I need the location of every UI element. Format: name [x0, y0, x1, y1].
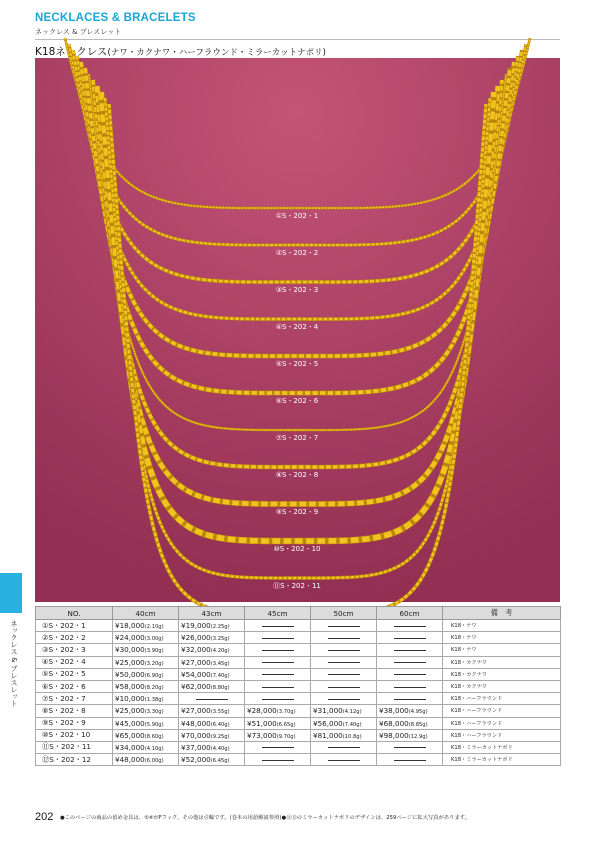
not-available-dash: [394, 760, 426, 761]
weight-value: (3.20g): [144, 660, 164, 667]
cell-price-45cm: [245, 741, 311, 753]
cell-price-40cm: [113, 620, 179, 632]
cell-remark: K18・カクナワ: [443, 668, 561, 680]
cell-price-40cm: [113, 644, 179, 656]
cell-price-50cm: [311, 620, 377, 632]
cell-remark: K18・ナワ: [443, 632, 561, 644]
weight-value: (3.90g): [144, 648, 164, 655]
table-row: [36, 693, 561, 705]
cell-remark: K18・ハーフラウンド: [443, 717, 561, 729]
cell-item-no: ⑪S・202・11: [36, 741, 113, 753]
weight-value: (6.45g): [210, 758, 230, 765]
cell-remark: K18・ナワ: [443, 644, 561, 656]
cell-item-no: ④S・202・4: [36, 656, 113, 668]
cell-price-40cm: [113, 741, 179, 753]
cell-price-50cm: [311, 705, 377, 717]
cell-item-no: ①S・202・1: [36, 620, 113, 632]
cell-price-45cm: [245, 668, 311, 680]
price-value: ¥68,000: [379, 718, 409, 728]
price-value: ¥48,000: [115, 755, 145, 765]
price-value: ¥10,000: [115, 694, 145, 704]
not-available-dash: [196, 699, 228, 700]
cell-price-50cm: [311, 632, 377, 644]
weight-value: (3.00g): [144, 636, 164, 643]
cell-item-no: ⑥S・202・6: [36, 680, 113, 692]
cell-price-50cm: [311, 741, 377, 753]
cell-price-43cm: [179, 717, 245, 729]
weight-value: (2.25g): [210, 624, 230, 631]
side-index-label: ネックレス & ブレスレット: [10, 620, 18, 707]
price-value: ¥26,000: [181, 633, 211, 643]
cell-price-60cm: [377, 729, 443, 741]
price-value: ¥52,000: [181, 755, 211, 765]
table-row: [36, 705, 561, 717]
cell-remark: K18・カクナワ: [443, 656, 561, 668]
col-header-43cm: 43cm: [179, 607, 245, 620]
price-value: ¥27,000: [181, 657, 211, 667]
not-available-dash: [328, 638, 360, 639]
weight-value: (6.90g): [144, 672, 164, 679]
cell-price-43cm: [179, 632, 245, 644]
not-available-dash: [394, 638, 426, 639]
cell-price-45cm: [245, 705, 311, 717]
cell-price-43cm: [179, 656, 245, 668]
price-value: ¥37,000: [181, 742, 211, 752]
cell-price-60cm: [377, 668, 443, 680]
price-value: ¥50,000: [115, 669, 145, 679]
price-value: ¥19,000: [181, 621, 211, 631]
table-row: [36, 668, 561, 680]
price-value: ¥58,000: [115, 682, 145, 692]
weight-value: (8.20g): [144, 685, 164, 692]
chain-label: ③S・202・3: [275, 286, 319, 294]
weight-value: (12.9g): [408, 733, 428, 740]
weight-value: (4.40g): [210, 745, 230, 752]
cell-price-60cm: [377, 741, 443, 753]
price-value: ¥56,000: [313, 718, 343, 728]
weight-value: (5.90g): [144, 721, 164, 728]
chain-label: ②S・202・2: [275, 249, 319, 257]
cell-price-50cm: [311, 644, 377, 656]
not-available-dash: [394, 626, 426, 627]
cell-price-45cm: [245, 717, 311, 729]
price-value: ¥34,000: [115, 742, 145, 752]
table-row: [36, 741, 561, 753]
cell-price-45cm: [245, 656, 311, 668]
not-available-dash: [394, 699, 426, 700]
weight-value: (4.10g): [144, 745, 164, 752]
chain-label: ⑫S・202・12: [273, 619, 321, 627]
table-row: [36, 620, 561, 632]
price-value: ¥54,000: [181, 669, 211, 679]
table-row: [36, 680, 561, 692]
table-row: [36, 717, 561, 729]
cell-price-60cm: [377, 620, 443, 632]
not-available-dash: [394, 662, 426, 663]
cell-price-50cm: [311, 693, 377, 705]
cell-item-no: ②S・202・2: [36, 632, 113, 644]
weight-value: (3.30g): [144, 709, 164, 716]
cell-price-60cm: [377, 754, 443, 766]
page-title-sub: (ナワ・カクナワ・ハーフラウンド・ミラーカットナポリ): [107, 48, 326, 58]
price-value: ¥30,000: [115, 645, 145, 655]
chain-label: ⑤S・202・5: [275, 360, 319, 368]
cell-item-no: ⑫S・202・12: [36, 754, 113, 766]
cell-item-no: ⑨S・202・9: [36, 717, 113, 729]
not-available-dash: [328, 626, 360, 627]
price-value: ¥65,000: [115, 730, 145, 740]
not-available-dash: [262, 687, 294, 688]
weight-value: (6.40g): [210, 721, 230, 728]
price-value: ¥73,000: [247, 730, 277, 740]
not-available-dash: [328, 687, 360, 688]
weight-value: (4.12g): [342, 709, 362, 716]
cell-price-43cm: [179, 741, 245, 753]
not-available-dash: [328, 760, 360, 761]
chain-label: ⑦S・202・7: [275, 434, 319, 442]
weight-value: (7.40g): [342, 721, 362, 728]
weight-value: (4.95g): [408, 709, 428, 716]
cell-remark: K18・ミラーカットナポリ: [443, 754, 561, 766]
cell-price-45cm: [245, 680, 311, 692]
cell-remark: K18・ハーフラウンド: [443, 729, 561, 741]
price-value: ¥18,000: [115, 621, 145, 631]
weight-value: (3.55g): [210, 709, 230, 716]
col-header-50cm: 50cm: [311, 607, 377, 620]
cell-price-50cm: [311, 717, 377, 729]
weight-value: (4.20g): [210, 648, 230, 655]
table-row: [36, 632, 561, 644]
page-title-main: K18ネックレス: [35, 46, 108, 58]
not-available-dash: [262, 760, 294, 761]
side-index-tab[interactable]: [0, 573, 22, 613]
price-value: ¥24,000: [115, 633, 145, 643]
cell-price-45cm: [245, 693, 311, 705]
cell-price-40cm: [113, 729, 179, 741]
cell-price-45cm: [245, 620, 311, 632]
cell-item-no: ⑦S・202・7: [36, 693, 113, 705]
footer-note: ●このページの商品の留め金具は、⑤⑥がFフック、その他は引輪です。(巻末の用語解説参照)●⑪⑫のミラーカットナポリのデザインは、259ページに拡大写真があります。: [60, 815, 470, 821]
chain-label: ⑧S・202・8: [275, 471, 319, 479]
cell-price-45cm: [245, 644, 311, 656]
price-value: ¥70,000: [181, 730, 211, 740]
not-available-dash: [262, 650, 294, 651]
cell-price-60cm: [377, 693, 443, 705]
cell-item-no: ⑩S・202・10: [36, 729, 113, 741]
cell-remark: K18・ハーフラウンド: [443, 693, 561, 705]
price-value: ¥98,000: [379, 730, 409, 740]
cell-price-43cm: [179, 668, 245, 680]
cell-item-no: ③S・202・3: [36, 644, 113, 656]
cell-price-40cm: [113, 717, 179, 729]
cell-remark: K18・ナワ: [443, 620, 561, 632]
weight-value: (6.00g): [144, 758, 164, 765]
chain-label: ⑥S・202・6: [275, 397, 319, 405]
weight-value: (3.25g): [210, 636, 230, 643]
not-available-dash: [328, 747, 360, 748]
not-available-dash: [394, 747, 426, 748]
section-title-en: NECKLACES & BRACELETS: [35, 12, 196, 24]
cell-price-43cm: [179, 620, 245, 632]
price-value: ¥25,000: [115, 706, 145, 716]
cell-price-50cm: [311, 668, 377, 680]
weight-value: (3.70g): [276, 709, 296, 716]
weight-value: (8.60g): [144, 733, 164, 740]
weight-value: (8.85g): [408, 721, 428, 728]
cell-price-40cm: [113, 680, 179, 692]
header-divider: [35, 39, 560, 40]
not-available-dash: [262, 699, 294, 700]
not-available-dash: [328, 699, 360, 700]
not-available-dash: [262, 662, 294, 663]
col-header-remarks: 備 考: [443, 607, 561, 620]
table-row: [36, 656, 561, 668]
cell-price-43cm: [179, 680, 245, 692]
table-header-row: [36, 607, 561, 620]
cell-price-60cm: [377, 632, 443, 644]
cell-price-45cm: [245, 729, 311, 741]
weight-value: (10.8g): [342, 733, 362, 740]
not-available-dash: [328, 674, 360, 675]
not-available-dash: [328, 650, 360, 651]
price-value: ¥27,000: [181, 706, 211, 716]
cell-price-60cm: [377, 644, 443, 656]
not-available-dash: [262, 674, 294, 675]
not-available-dash: [262, 638, 294, 639]
cell-price-50cm: [311, 680, 377, 692]
not-available-dash: [328, 662, 360, 663]
cell-price-50cm: [311, 729, 377, 741]
weight-value: (6.65g): [276, 721, 296, 728]
price-value: ¥51,000: [247, 718, 277, 728]
price-value: ¥38,000: [379, 706, 409, 716]
cell-price-43cm: [179, 729, 245, 741]
cell-price-43cm: [179, 644, 245, 656]
weight-value: (7.40g): [210, 672, 230, 679]
weight-value: (3.45g): [210, 660, 230, 667]
weight-value: (9.70g): [276, 733, 296, 740]
cell-item-no: ⑧S・202・8: [36, 705, 113, 717]
chain-label: ⑨S・202・9: [275, 508, 319, 516]
price-value: ¥45,000: [115, 718, 145, 728]
cell-price-60cm: [377, 656, 443, 668]
cell-price-40cm: [113, 693, 179, 705]
table-row: [36, 729, 561, 741]
cell-remark: K18・ハーフラウンド: [443, 705, 561, 717]
section-title-ja: ネックレス & ブレスレット: [35, 28, 122, 36]
cell-price-43cm: [179, 693, 245, 705]
not-available-dash: [394, 674, 426, 675]
price-value: ¥28,000: [247, 706, 277, 716]
col-header-40cm: 40cm: [113, 607, 179, 620]
cell-price-40cm: [113, 632, 179, 644]
table-row: [36, 754, 561, 766]
cell-price-60cm: [377, 717, 443, 729]
cell-price-60cm: [377, 705, 443, 717]
cell-remark: K18・ミラーカットナポリ: [443, 741, 561, 753]
cell-price-40cm: [113, 656, 179, 668]
cell-price-40cm: [113, 668, 179, 680]
chain-label: ④S・202・4: [275, 323, 319, 331]
cell-price-60cm: [377, 680, 443, 692]
price-value: ¥32,000: [181, 645, 211, 655]
chain-label: ⑪S・202・11: [273, 582, 321, 590]
col-header-60cm: 60cm: [377, 607, 443, 620]
cell-remark: K18・カクナワ: [443, 680, 561, 692]
weight-value: (1.38g): [144, 697, 164, 704]
cell-price-40cm: [113, 754, 179, 766]
price-value: ¥62,000: [181, 682, 211, 692]
cell-price-50cm: [311, 754, 377, 766]
cell-price-43cm: [179, 705, 245, 717]
price-table: [35, 606, 561, 766]
price-value: ¥31,000: [313, 706, 343, 716]
weight-value: (8.80g): [210, 685, 230, 692]
col-header-no: NO.: [36, 607, 113, 620]
not-available-dash: [394, 650, 426, 651]
not-available-dash: [394, 687, 426, 688]
price-value: ¥48,000: [181, 718, 211, 728]
not-available-dash: [262, 626, 294, 627]
cell-price-50cm: [311, 656, 377, 668]
cell-price-43cm: [179, 754, 245, 766]
weight-value: (9.25g): [210, 733, 230, 740]
chain-label: ①S・202・1: [275, 212, 319, 220]
table-row: [36, 644, 561, 656]
cell-price-40cm: [113, 705, 179, 717]
page-number: 202: [35, 811, 54, 823]
chain-label: ⑩S・202・10: [273, 545, 321, 553]
not-available-dash: [262, 747, 294, 748]
col-header-45cm: 45cm: [245, 607, 311, 620]
weight-value: (2.10g): [144, 624, 164, 631]
cell-price-45cm: [245, 754, 311, 766]
cell-item-no: ⑤S・202・5: [36, 668, 113, 680]
cell-price-45cm: [245, 632, 311, 644]
price-value: ¥25,000: [115, 657, 145, 667]
price-value: ¥81,000: [313, 730, 343, 740]
